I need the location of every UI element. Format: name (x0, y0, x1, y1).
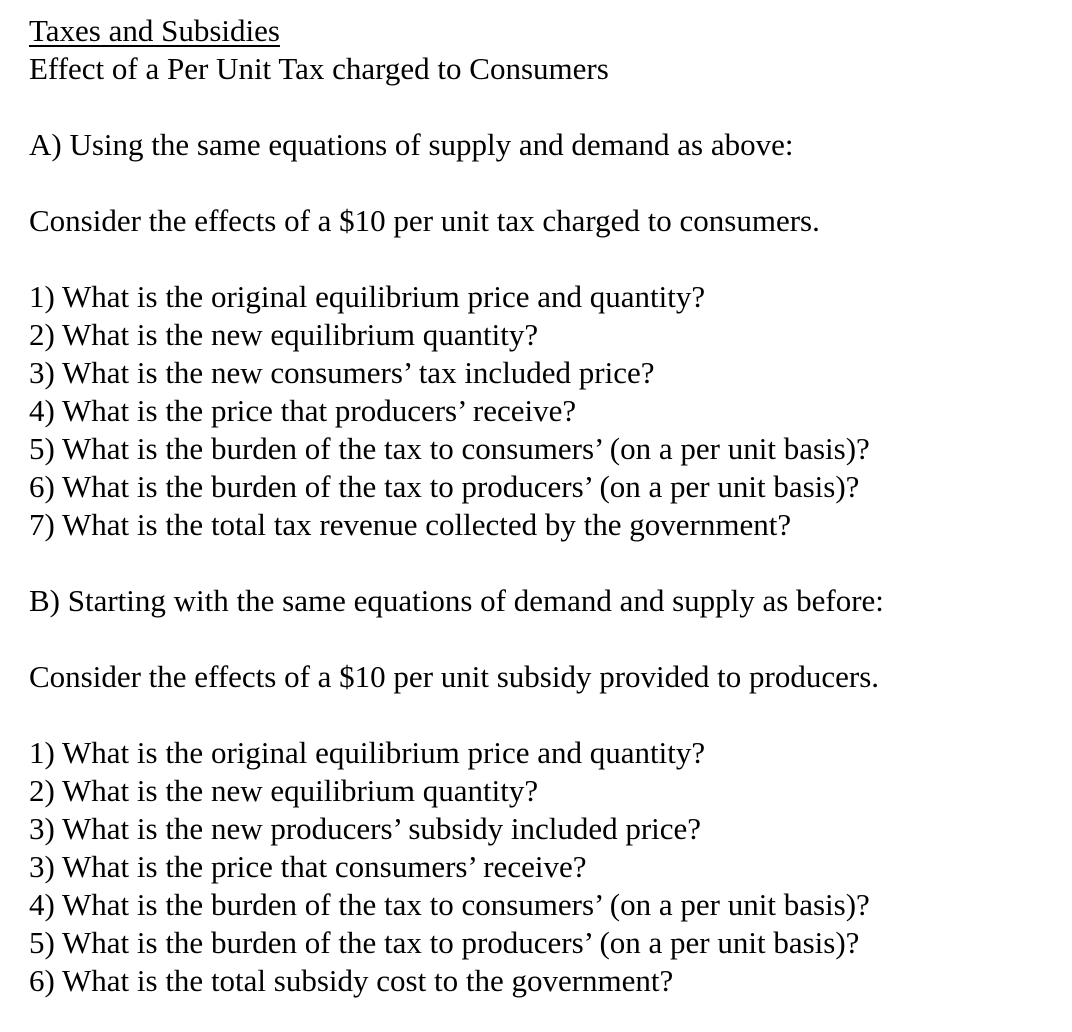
section-b-question-list (29, 734, 1059, 1000)
question-item: 4) What is the price that producers’ receive? (29, 393, 577, 428)
question-item: 7) What is the total tax revenue collected by the government? (29, 507, 792, 542)
question-item: 6) What is the burden of the tax to producers’ (on a per unit basis)? (29, 469, 860, 504)
question-item: 3) What is the new consumers’ tax included price? (29, 355, 655, 390)
question-item: 6) What is the total subsidy cost to the government? (29, 963, 674, 998)
document-body (29, 12, 1059, 1000)
question-item: 2) What is the new equilibrium quantity? (29, 317, 539, 352)
spacer (29, 88, 1059, 126)
section-b-consider: Consider the effects of a $10 per unit subsidy provided to producers. (29, 659, 880, 694)
question-item: 2) What is the new equilibrium quantity? (29, 773, 539, 808)
section-a-consider: Consider the effects of a $10 per unit tax charged to consumers. (29, 203, 820, 238)
section-a-intro: A) Using the same equations of supply and demand as above: (29, 127, 794, 162)
question-item: 1) What is the original equilibrium price and quantity? (29, 735, 706, 770)
spacer (29, 696, 1059, 734)
spacer (29, 620, 1059, 658)
document-title: Taxes and Subsidies (29, 13, 280, 48)
question-item: 1) What is the original equilibrium price and quantity? (29, 279, 706, 314)
spacer (29, 544, 1059, 582)
question-item: 5) What is the burden of the tax to producers’ (on a per unit basis)? (29, 925, 860, 960)
spacer (29, 240, 1059, 278)
question-item: 4) What is the burden of the tax to consumers’ (on a per unit basis)? (29, 887, 870, 922)
question-item: 3) What is the new producers’ subsidy included price? (29, 811, 702, 846)
question-item: 5) What is the burden of the tax to consumers’ (on a per unit basis)? (29, 431, 870, 466)
section-a-question-list (29, 278, 1059, 544)
question-item: 3) What is the price that consumers’ receive? (29, 849, 587, 884)
spacer (29, 164, 1059, 202)
document-subtitle: Effect of a Per Unit Tax charged to Consumers (29, 51, 609, 86)
section-b-intro: B) Starting with the same equations of demand and supply as before: (29, 583, 884, 618)
